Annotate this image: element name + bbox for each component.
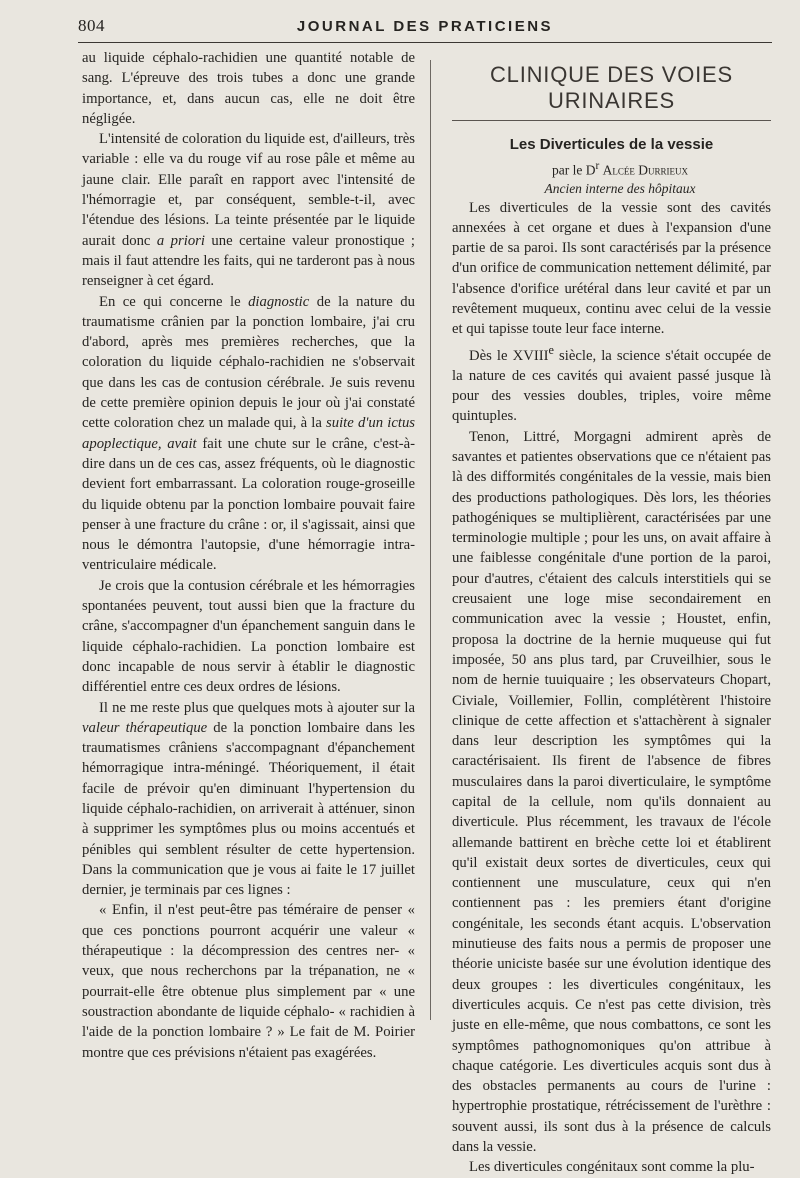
text-run: siècle, la science s'était occupée de la nature de ces cavités qui avaient passé jusque là pour des vessies doubles, triples, voire même quintuples. [452,347,771,425]
text-run: de la ponction lombaire dans les traumatismes crâniens s'accompagnant d'épanchement hémorragique intra-méningé. Théoriquement, il était facile de prévoir qu'en diminuant l'hypertension du liquide céphalo-rachidien, on arriverait à atténuer, sinon à supprimer les symptômes plus ou moins accentués et pénibles qui semblent résulter de cette hypertension. Dans la communication que je vous ai faite le 17 juillet dernier, je terminais par ces lignes : [82,719,415,899]
right-column [452,48,771,1178]
italic-text: a priori [156,232,205,249]
text-run: En ce qui concerne le [99,293,241,310]
byline-prefix: par le D [552,162,596,178]
paragraph [82,292,415,576]
text-run: de la nature du traumatisme crânien par la ponction lombaire, j'ai cru d'abord, après mes premières recherches, que la coloration du liquide céphalo-rachidien ne s'observait que dans les cas de contusion cérébrale. Je suis revenu de cette première opinion depuis le jour où j'ai constaté cette coloration chez un malade qui, à la [82,293,415,432]
superscript: e [548,342,554,357]
italic-text: valeur thérapeutique [82,719,208,736]
page-header [78,14,772,44]
paragraph: Tenon, Littré, Morgagni admirent après de savantes et patientes observations que ce n'étaient pas là des difformités congénitales de la vessie, mais bien des productions pathologiques. Dès lors, les théories pathogéniques se multiplièrent, caractérisées par une terminologie multiple ; pour les uns, on avait affaire à une faiblesse congénitale d'une portion de la paroi, pour d'autres, c'étaient des calculs interstitiels qui se creusaient une loge mise secondairement en communication avec la vessie ; Houstet, enfin, proposa la doctrine de la hernie muqueuse qui fut imposée, 50 ans plus tard, par Cruveilhier, sous le nom de hernie tuuiquaire ; les observateurs Chopart, Civiale, Voillemier, Follin, complétèrent l'histoire clinique de cette affection et s'attachèrent à signaler dans leur description les symptômes qui la caractérisaient. Ils firent de l'absence de fibres musculaires dans la paroi diverticulaire, le symptôme capital de la cellule, nom qu'ils donnaient au diverticule. Plus récemment, les travaux de l'école allemande battirent en brèche cette loi et établirent qu'il existait deux sortes de diverticules, ceux qui contiennent une musculature, ceux qui n'en contiennent pas : les premiers étant d'origine congénitale, les seconds étant acquis. L'observation minutieuse des faits nous a permis de proposer une théorie uniciste basée sur une évolution identique des deux groupes : les diverticules congénitaux, les diverticules acquis. Ce n'est pas cette division, très juste en elle-même, que nous combattons, ce sont les symptômes pathognomoniques qu'on attribue à chaque catégorie. Les diverticules acquis sont dus à des obstacles permanents au cours de l'urine : hypertrophie prostatique, rétrécissement de l'urèthre : souvent aussi, ils sont dus à la présence de calculs dans la vessie. [452,428,771,1156]
paragraph: Les diverticules congénitaux sont comme la plu- [469,1159,755,1176]
text-run: fait une chute sur le crâne, c'est-à-dire dans un de ces cas, assez fréquents, où le diagnostic devient fort embarrassant. La coloration rouge-groseille du liquide obtenu par la ponction lombaire pouvait faire penser à une fracture du crâne : or, il s'agissait, ainsi que nous le démontra l'autopsie, d'une hémorragie intra-ventriculaire médicale. [82,435,416,574]
author-name: Alcée Durrieux [602,162,688,178]
paragraph [452,340,771,427]
italic-text: suite d'un ictus apoplectique, avait [82,415,416,452]
text-run: L'intensité de coloration du liquide est, d'ailleurs, très variable : elle va du rouge vif au rose pâle et même au jaune clair. Elle paraît en rapport avec l'intensité de l'hémorragie et, par conséquent, semble-t-il, avec l'étendue des lésions. La teinte présentée par le liquide aurait donc [82,131,415,249]
page-number: 804 [78,16,105,35]
journal-title: JOURNAL DES PRATICIENS [296,18,554,35]
text-run: Dès le XVIII [469,347,549,364]
section-rule [452,120,771,121]
left-column [82,48,415,1063]
paragraph: Les diverticules de la vessie sont des cavités annexées à cet organe et dues à l'expansion d'une partie de sa paroi. Ils sont caractérisés par la présence d'un orifice de communication nettement délimité, par l'absence d'orifice urétéral dans leur cavité et par un revêtement muqueux, continu avec celui de la vessie et qui tapisse toute leur face interne. [452,199,771,338]
column-divider [430,60,431,1020]
paragraph: au liquide céphalo-rachidien une quantité notable de sang. L'épreuve des trois tubes a donc une grande importance, et, dans aucun cas, elle ne doit être négligée. [82,50,415,127]
header-rule [78,42,772,43]
section-title: CLINIQUE DES VOIES URINAIRES [489,62,733,113]
paragraph [82,698,415,901]
byline [452,157,771,180]
quotation: « Enfin, il n'est peut-être pas téméraire de penser « que ces ponctions pourront acquérir une valeur « thérapeutique : la décompression des centres ner- « veux, que nous recherchons par la trépanation, ne « pourrait-elle être obtenue plus simplement par « une soustraction abondante de liquide céphalo- « rachidien à l'aide de la ponction lombaire ? » Le fait de M. Poirier montre que ces prévisions n'étaient pas exagérées. [82,902,415,1061]
paragraph [82,129,415,291]
article-title: Les Diverticules de la vessie [509,136,714,153]
author-affiliation: Ancien interne des hôpitaux [544,180,696,196]
italic-text: diagnostic [248,293,310,310]
text-run: Il ne me reste plus que quelques mots à ajouter sur la [99,699,415,716]
paragraph: Je crois que la contusion cérébrale et les hémorragies spontanées peuvent, tout aussi bien que la fracture du crâne, s'accompagner d'un épanchement sanguin dans le liquide céphalo-rachidien. La ponction lombaire est donc incapable de nous servir à établir le diagnostic différentiel entre ces deux ordres de lésions. [82,577,415,696]
byline-superscript: r [595,160,600,172]
text-run: une certaine valeur pronostique ; mais il faut attendre les faits, qui ne tarderont pas à nous renseigner à cet égard. [82,232,416,290]
